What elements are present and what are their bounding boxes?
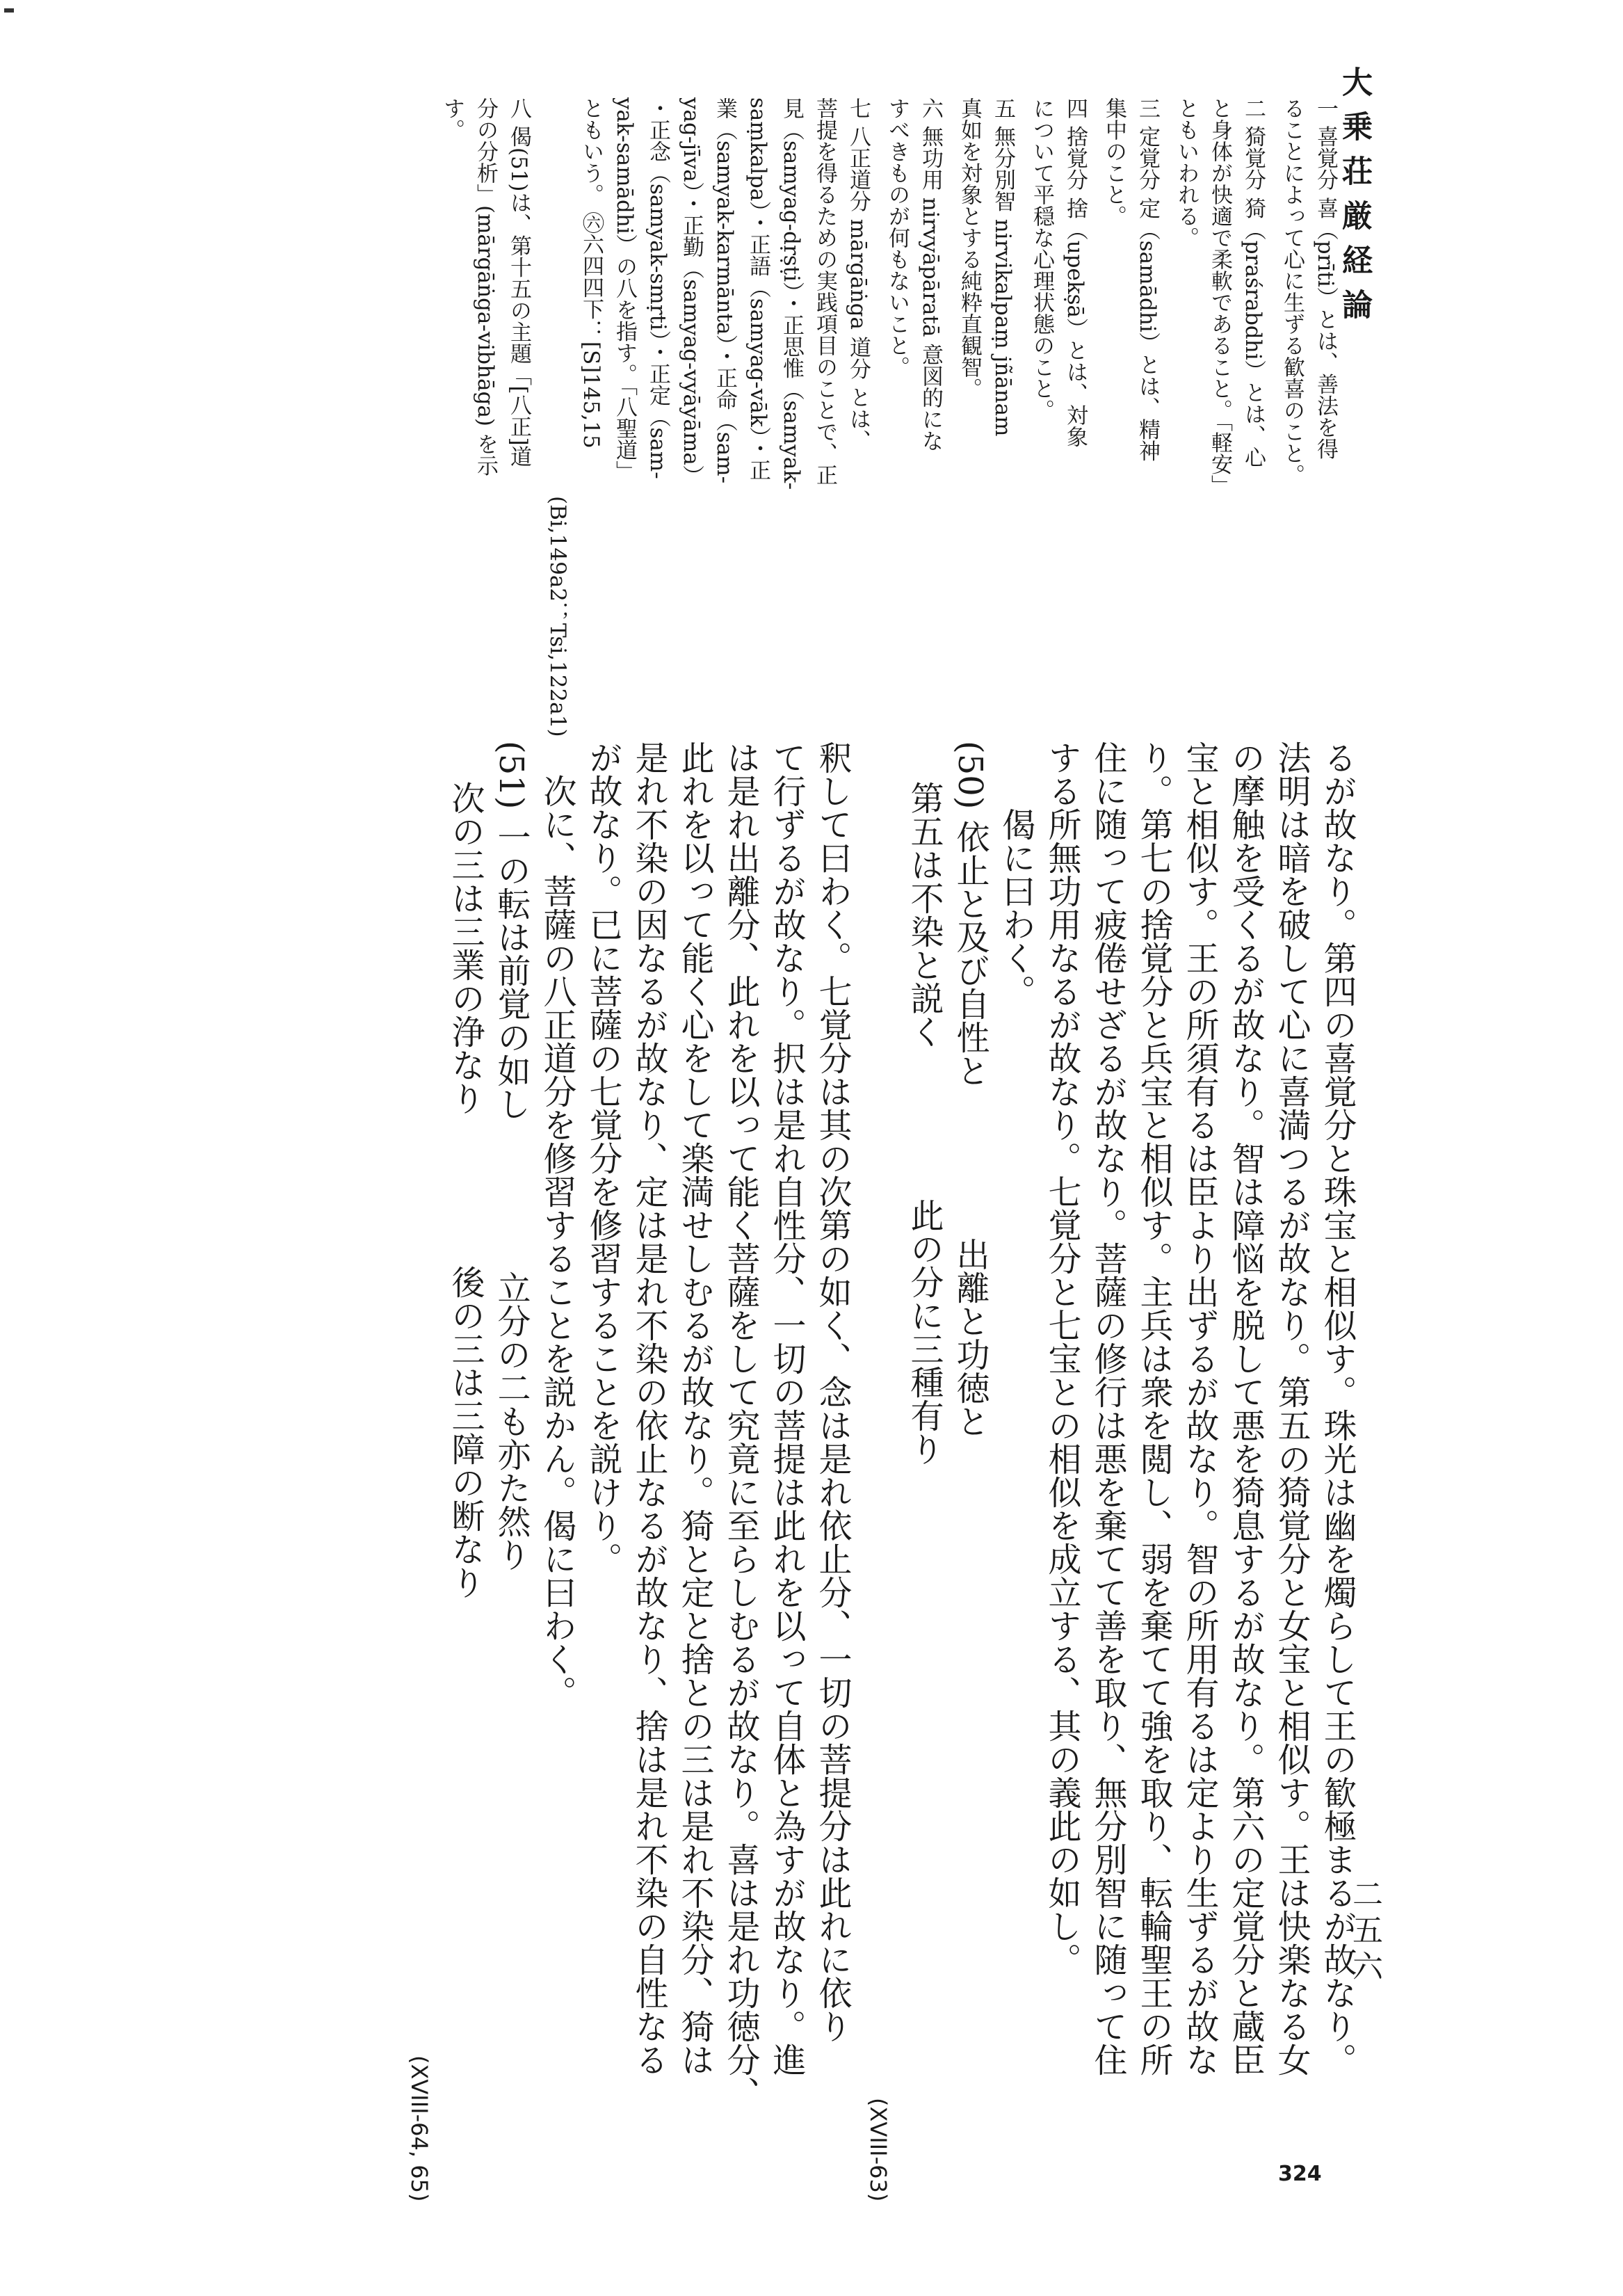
note-line: 一 喜覚分 喜（prīti）とは、善法を得 [1313, 97, 1338, 460]
main-line: 宝と相似す。王の所須有るは臣より出ずるが故なり。智の所用有るは定より生ずるが故な [1180, 741, 1219, 2076]
commentary-line: て行ずるが故なり。択は是れ自性分、一切の菩提は此れを以って自体と為すが故なり。進 [767, 741, 806, 2076]
note-line: ることによって心に生ずる歓喜のこと。 [1279, 97, 1305, 485]
note-6 [880, 97, 947, 737]
note-line: ともいわれる。 [1174, 97, 1199, 248]
note-line: ・正念（samyak-smṛti）・正定（sam- [645, 97, 670, 479]
note-line: 菩提を得るための実践項目のことで、正 [812, 97, 837, 485]
note-line: 真如を対象とする純粋直観智。 [957, 97, 982, 399]
verse-hemistich: (50) 依止と及び自性と [951, 741, 990, 1087]
verse-line [442, 741, 488, 2201]
page-number: 324 [1278, 2162, 1322, 2186]
note-line: 五 無分別智 nirvikalpaṃ jñānam [990, 97, 1015, 437]
commentary-line: 次に、菩薩の八正道分を修習することを説かん。偈に曰わく。 [538, 774, 576, 1709]
note-line: yag-jīva）・正勤（samyag-vyāyāma） [679, 97, 704, 487]
note-8 [435, 97, 535, 737]
verse-hemistich: 第五は不染と説く [905, 780, 944, 1048]
verse-50 [855, 741, 993, 2201]
verse-reference: (XVIII-63) [865, 2097, 891, 2201]
note-line: 七 八正道分 mārgāṅga 道分 とは、 [846, 97, 871, 451]
verse-reference: (XVIII-64, 65) [406, 2055, 433, 2201]
book-title: 大乗荘厳経論 [1337, 66, 1372, 333]
commentary-line: は是れ出離分、此れを以って能く菩薩をして究竟に至らしむるが故なり。喜は是れ功徳分、 [721, 741, 760, 2110]
note-line: saṃkalpa）・正語（samyag-vāk）・正 [745, 97, 770, 481]
note-line: 三 定覚分 定（samādhi）とは、精神 [1135, 97, 1160, 462]
main-line: り。第七の捨覚分と兵宝と相似す。主兵は衆を閲し、弱を棄てて強を取り、転輪聖王の所 [1134, 741, 1173, 2076]
note-line: (Bi,149a2；Tsi,122a1) [545, 496, 570, 737]
note-line: 六 無功用 nirvyāpāratā 意図的にな [918, 97, 943, 452]
note-line: について平穏な心理状態のこと。 [1029, 97, 1054, 421]
verse-hemistich: 出離と功徳と [951, 1237, 990, 1438]
notes-block [430, 97, 1342, 737]
verse-line [947, 741, 993, 2201]
main-line: する所無功用なるが故なり。七覚分と七宝との相似を成立する、其の義此の如し。 [1042, 741, 1081, 1976]
verse-hemistich: (51) 一の転は前覚の如し [492, 741, 531, 1121]
note-line: 八 偈(51)は、第十五の主題「[八正]道 [506, 97, 531, 467]
note-line: 四 捨覚分 捨（upekṣā）とは、対象 [1063, 97, 1088, 448]
note-5 [953, 97, 1019, 737]
commentary-line: が故なり。已に菩薩の七覚分を修習することを説けり。 [583, 741, 622, 1575]
verse-51 [396, 741, 534, 2201]
note-line: す。 [439, 97, 465, 141]
scan-mark-icon [4, 8, 14, 13]
note-line: 分の分析」(mārgāṅga-vibhāga) を示 [473, 97, 498, 476]
note-3 [1097, 97, 1164, 737]
verse-hemistich: 立分の二も亦た然り [492, 1270, 531, 1571]
note-4 [1025, 97, 1092, 737]
commentary-line: 此れを以って能く心をして楽満せしむるが故なり。猗と定と捨との三は是れ不染分、猗は [675, 741, 714, 2076]
verse-hemistich: 後の三は三障の断なり [446, 1265, 485, 1599]
verse-line [901, 741, 947, 2201]
main-line: るが故なり。第四の喜覚分と珠宝と相似す。珠光は幽を燭らして王の歓極まるが故なり。 [1318, 741, 1357, 2076]
main-line: の摩触を受くるが故なり。智は障悩を脱して悪を猗息するが故なり。第六の定覚分と蔵臣 [1226, 741, 1265, 2076]
note-line: 業（samyak-karmānta）・正命（sam- [712, 97, 737, 484]
note-line: ともいう。 ㊅六四四下：[S]145,15 [579, 97, 604, 449]
note-1 [1275, 97, 1342, 737]
main-line: 法明は暗を破して心に喜満つるが故なり。第五の猗覚分と女宝と相似す。王は快楽なる女 [1272, 741, 1311, 2076]
commentary-line: 釈して曰わく。七覚分は其の次第の如く、念は是れ依止分、一切の菩提分は此れに依り [813, 741, 852, 2043]
main-text-block [396, 741, 1360, 2201]
main-line: 住に随って疲倦せざるが故なり。菩薩の修行は悪を棄てて善を取り、無分別智に随って住 [1088, 741, 1127, 2076]
commentary-line: 是れ不染の因なるが故なり、定は是れ不染の依止なるが故なり、捨は是れ不染の自性なる [629, 741, 668, 2076]
page-number-kanji: 二五六 [1347, 1878, 1382, 1986]
note-2 [1170, 97, 1270, 737]
verse-hemistich: 此の分に三種有り [905, 1198, 944, 1466]
verse-line [488, 741, 534, 2201]
note-line: と身体が快適で柔軟であること。「軽安」 [1207, 97, 1232, 497]
note-7 [541, 97, 875, 737]
main-line: 偈に曰わく。 [996, 808, 1035, 1008]
note-line: 二 猗覚分 猗（praśrabdhi）とは、心 [1241, 97, 1266, 468]
note-line: 見（samyag-dṛṣṭi）・正思惟（samyak- [779, 97, 804, 490]
note-line: 集中のこと。 [1101, 97, 1127, 227]
note-line: すべきものが何もないこと。 [885, 97, 910, 378]
note-line: yak-samādhi）の八を指す。「八聖道」 [612, 97, 637, 483]
verse-hemistich: 次の三は三業の浄なり [446, 780, 485, 1115]
